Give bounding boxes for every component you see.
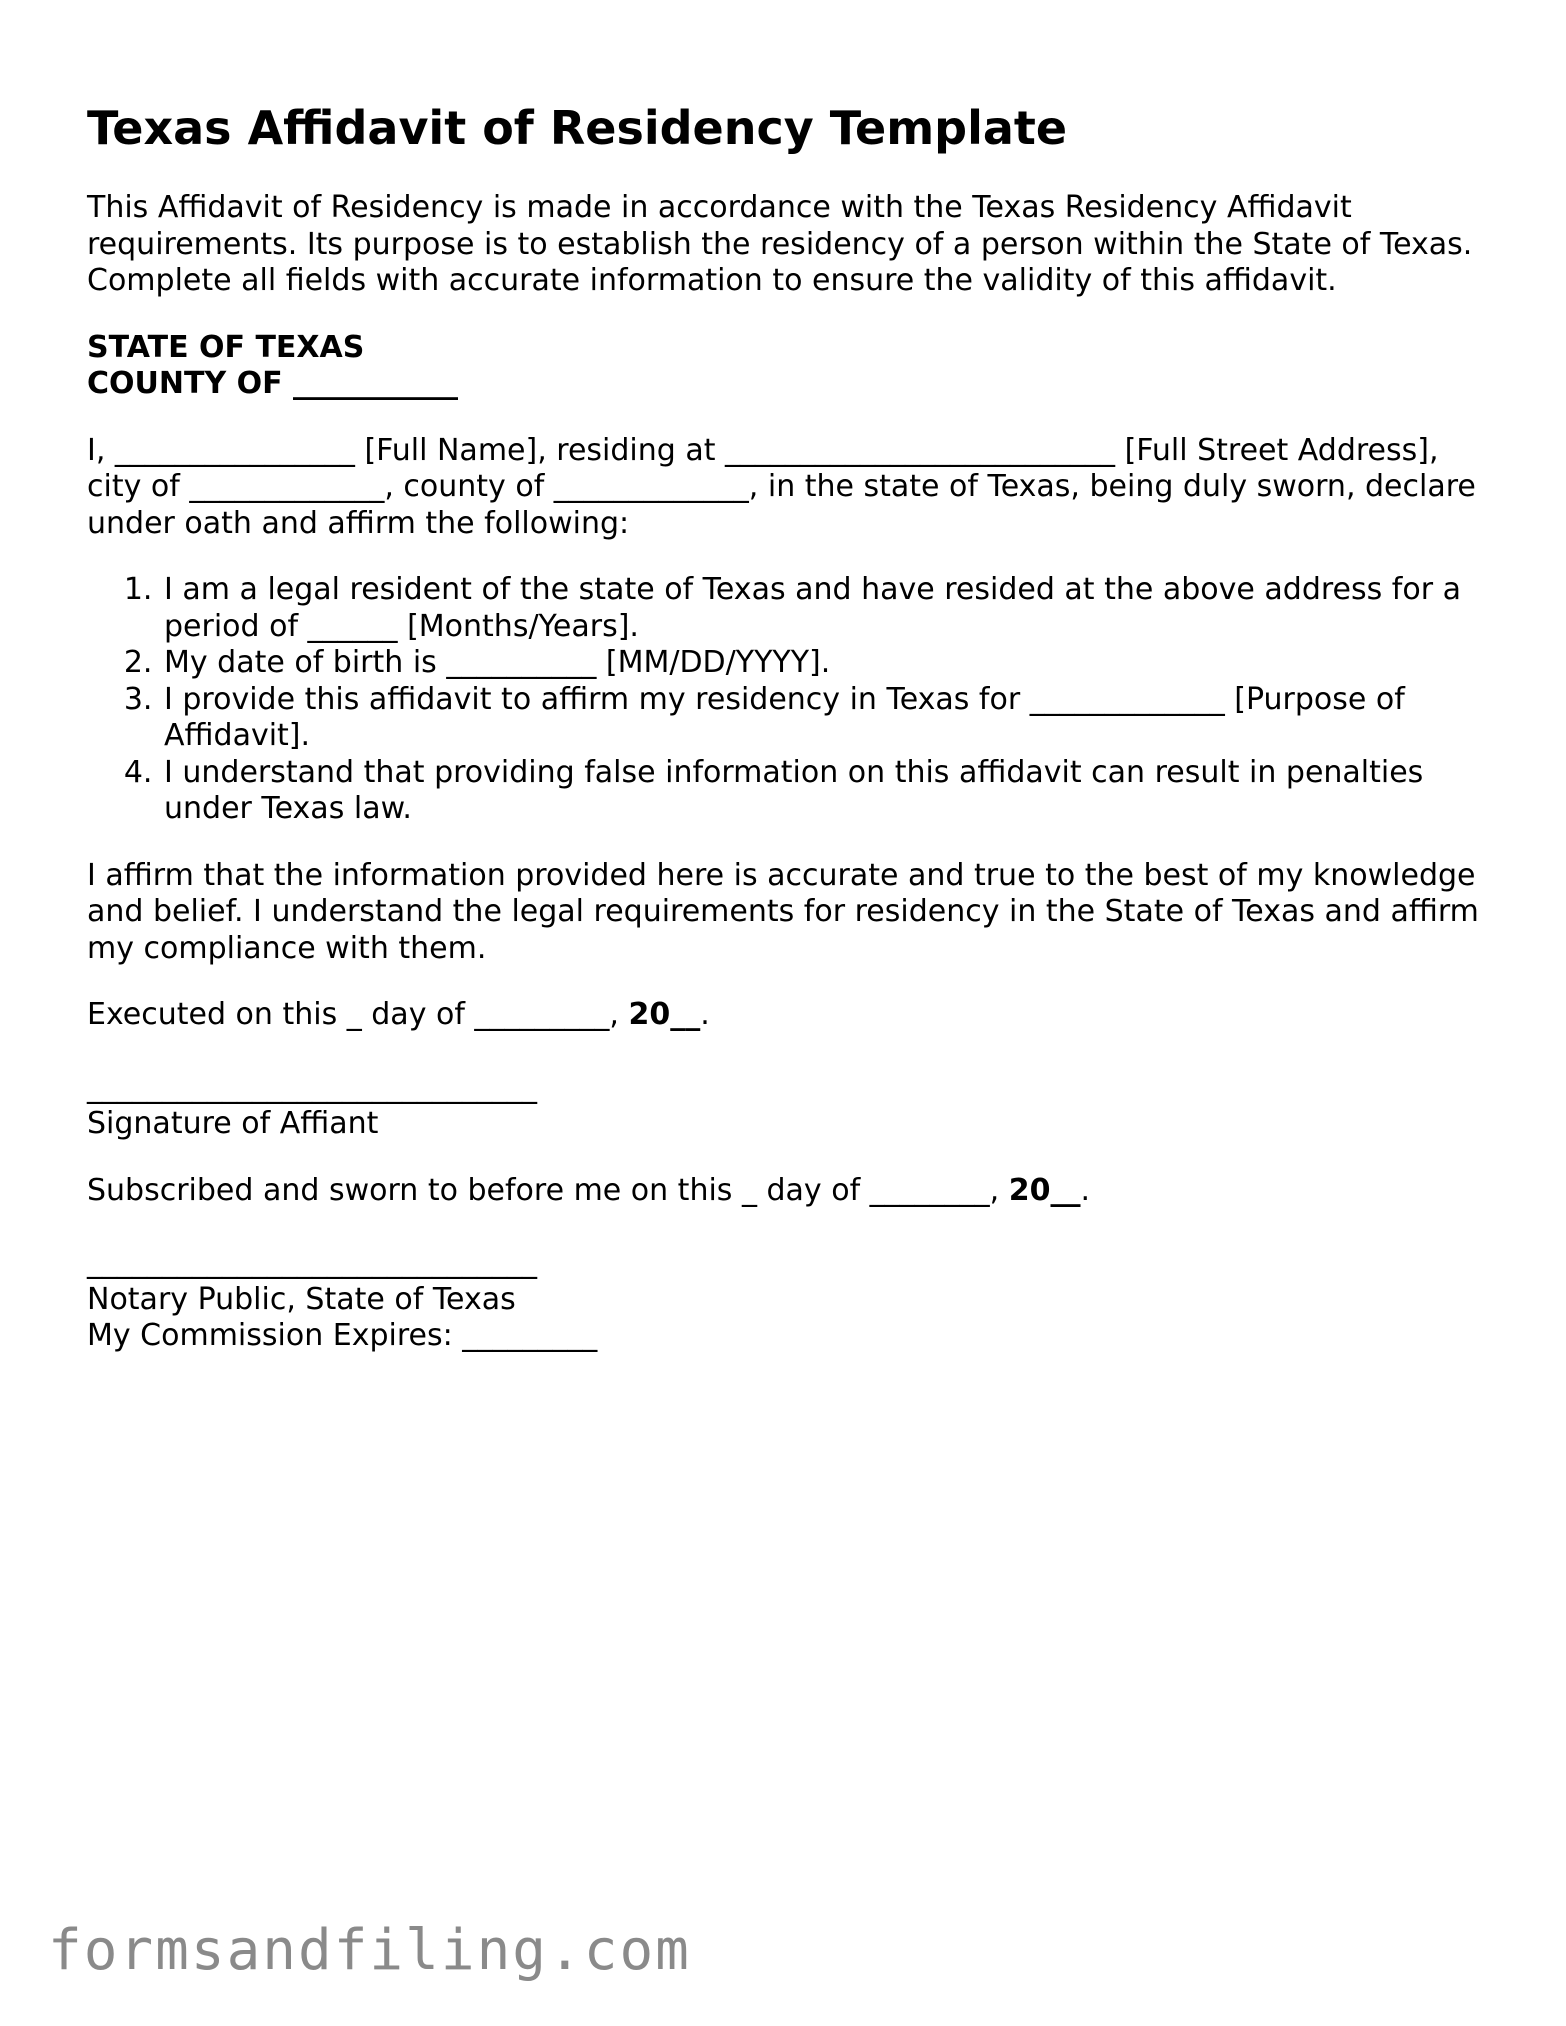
watermark: formsandfiling.com: [48, 1918, 691, 1983]
document-page: [87, 100, 1487, 1355]
venue-county: COUNTY OF ___________: [87, 366, 459, 401]
venue-state: STATE OF TEXAS: [87, 329, 365, 365]
affiant-signature-line: ______________________________: [87, 1069, 537, 1105]
notary-label: Notary Public, State of Texas: [87, 1281, 516, 1317]
affiant-signature-label: Signature of Affiant: [87, 1106, 379, 1141]
list-item: 4. I understand that providing false information on this affidavit can result in penalties under Texas law.: [162, 755, 1487, 828]
executed-line: [87, 997, 1487, 1034]
sworn-end: .: [1080, 1172, 1091, 1208]
notary-commission: My Commission Expires: _________: [87, 1318, 598, 1353]
executed-end: .: [700, 997, 710, 1032]
notary-signature-line: ______________________________: [87, 1245, 537, 1280]
list-item: 2. My date of birth is __________ [MM/DD/YYYY].: [162, 645, 1487, 682]
affirmation-paragraph: I affirm that the information provided here is accurate and true to the best of my knowledge and belief. I understand the legal requirements for residency in the State of Texas and affirm my compliance with them.: [87, 857, 1479, 966]
venue-block: [87, 330, 1487, 403]
declaration-paragraph: I, ________________ [Full Name], residing at __________________________ [Full Street Address], city of _____________, county of _____________, in the state of Texas, being duly sworn, declare under oath and affirm the following:: [87, 432, 1476, 541]
list-item: 1. I am a legal resident of the state of Texas and have resided at the above address for a period of ______ [Months/Years].: [162, 572, 1487, 645]
intro-paragraph: This Affidavit of Residency is made in accordance with the Texas Residency Affidavit requirements. Its purpose is to establish the residency of a person within the State of Texas. Complete all fields with accurate information to ensure the validity of this affidavit.: [87, 190, 1473, 298]
sworn-text: Subscribed and sworn to before me on this _ day of ________,: [87, 1172, 1009, 1208]
executed-year: 20__: [628, 997, 701, 1032]
affiant-signature-block: [87, 1070, 1487, 1143]
sworn-year: 20__: [1008, 1172, 1081, 1208]
list-item: 3. I provide this affidavit to affirm my residency in Texas for _____________ [Purpose of Affidavit].: [162, 682, 1487, 755]
sworn-line: [87, 1173, 1487, 1210]
executed-text: Executed on this _ day of _________,: [87, 997, 629, 1032]
statement-list: [87, 572, 1487, 828]
notary-block: [87, 1245, 1487, 1355]
page-title: Texas Affidavit of Residency Template: [87, 101, 1068, 155]
